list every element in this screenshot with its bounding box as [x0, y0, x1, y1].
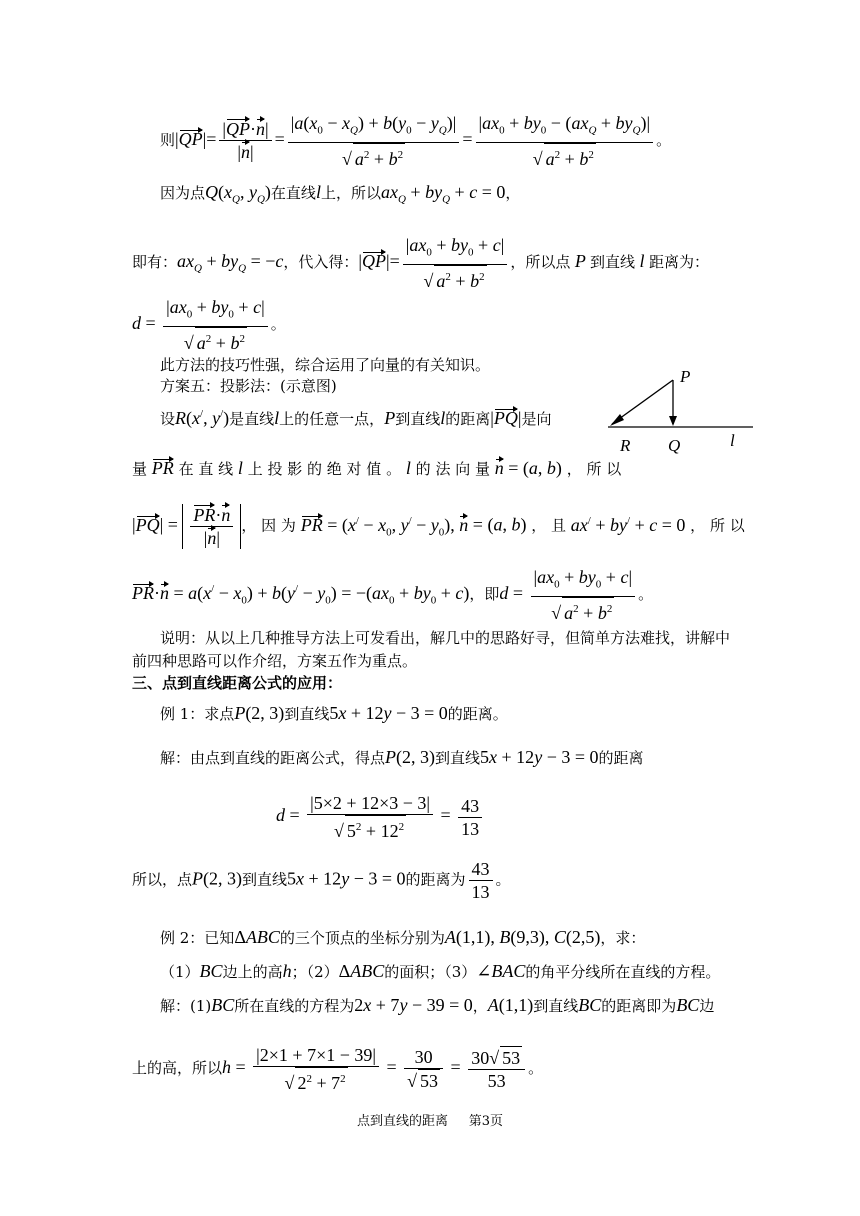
text-plan-five: 方案五：投影法：(示意图): [160, 377, 337, 395]
text-method-comment: 此方法的技巧性强，综合运用了向量的有关知识。: [160, 356, 491, 374]
page-footer: [0, 1110, 860, 1129]
label-q: Q: [668, 436, 681, 455]
solution-1-formula: d = $\frac{|5\times 2 + 12\times 3 - 3|}{√ 5^2 + 12^2}$ = $\frac{43}{13}$: [276, 792, 860, 842]
text-substitution: 即有：$ax_Q + by_Q = -c$，代入得：|QP|= $\frac{|ax_0 + by_0 + c|}{√ a^2 + b^2}$ ，所以点 P 到直线 l 距离为：: [132, 235, 710, 291]
text-note-line1: 说明：从以上几种推导方法上可发看出，解几中的思路好寻，但简单方法难找，讲解中: [160, 629, 731, 647]
footer-page-number: 第3页: [468, 1114, 503, 1129]
example-1: 例 1：求点P(2, 3)到直线5x + 12y − 3 = 0的距离。: [160, 703, 508, 723]
formula-dot-product: $PR\cdot n = a(x^/ - x_0) + b(y^/ - y_0) = -(ax_0 + by_0 + c)$，即d = $\frac{|ax_0 + by_0 + c|}{√ a^2 + b^2}$ 。: [132, 567, 654, 623]
label-p: P: [680, 367, 691, 386]
footer-title: 点到直线的距离: [357, 1114, 449, 1129]
solution-1-intro: 解：由点到直线的距离公式，得点P(2, 3)到直线5x + 12y − 3 = 0的距离: [160, 747, 644, 767]
example-2-questions: （1）BC边上的高h；（2）ΔABC的面积；（3）∠BAC的角平分线所在直线的方程。: [160, 961, 721, 981]
solution-1-conclusion: 所以，点P(2, 3)到直线5x + 12y − 3 = 0的距离为 $\frac{43}{13}$ 。: [132, 859, 511, 902]
example-2: 例 2：已知ΔABC的三个顶点的坐标分别为A(1,1), B(9,3), C(2,5)，求：: [160, 927, 646, 947]
text-projection-setup: 设R(x/, y/)是直线l上的任意一点，P到直线l的距离|PQ|是向: [160, 408, 552, 428]
label-r: R: [620, 436, 631, 455]
text-projection-setup-2: 量 PR 在 直 线 l 上 投 影 的 绝 对 值 。 l 的 法 向 量 n = (a, b) ， 所 以: [132, 458, 622, 478]
text-note-line2: 前四种思路可以作介绍，方案五作为重点。: [132, 652, 418, 670]
formula-distance-result: d = $\frac{|ax_0 + by_0 + c|}{√ a^2 + b^2}$ 。: [132, 297, 286, 353]
section-heading-3: 三、点到直线距离公式的应用：: [132, 674, 343, 692]
formula-qp-derivation: 则|QP|= $\frac{|QP\cdot n|}{|n|}$ = $\frac{|a(x_0 - x_Q) + b(y_0 - y_Q)|}{√ a^2 + b^2}$ = $\frac{|ax_0 + by_0 - (ax_Q + by_Q)|}{√ a^2 + b^2}$ 。: [160, 113, 672, 169]
text-point-on-line: 因为点$Q(x_Q$, $y_Q$)在直线l上，所以$ax_Q + by_Q + c = 0$，: [160, 182, 521, 206]
solution-2-height: 上的高，所以h = $\frac{|2\times 1 + 7\times 1 - 39|}{√ 2^2 + 7^2}$ = $\frac{30}{√ 53}$ = $\frac{30√ 53}{53}$ 。: [132, 1045, 544, 1093]
solution-2-intro: 解：(1)BC所在直线的方程为2x + 7y − 39 = 0，A(1,1)到直线BC的距离即为BC边: [160, 995, 715, 1015]
formula-pq-projection: |PQ| = $\frac{PR\cdot n}{|n|}$ ， 因 为 PR = ($x^/ - x_0$, $y^/ - y_0$), n = (a, b) ， 且 ax/ + by/ + c = 0 ， 所 以: [132, 505, 745, 548]
label-l: l: [730, 431, 735, 450]
